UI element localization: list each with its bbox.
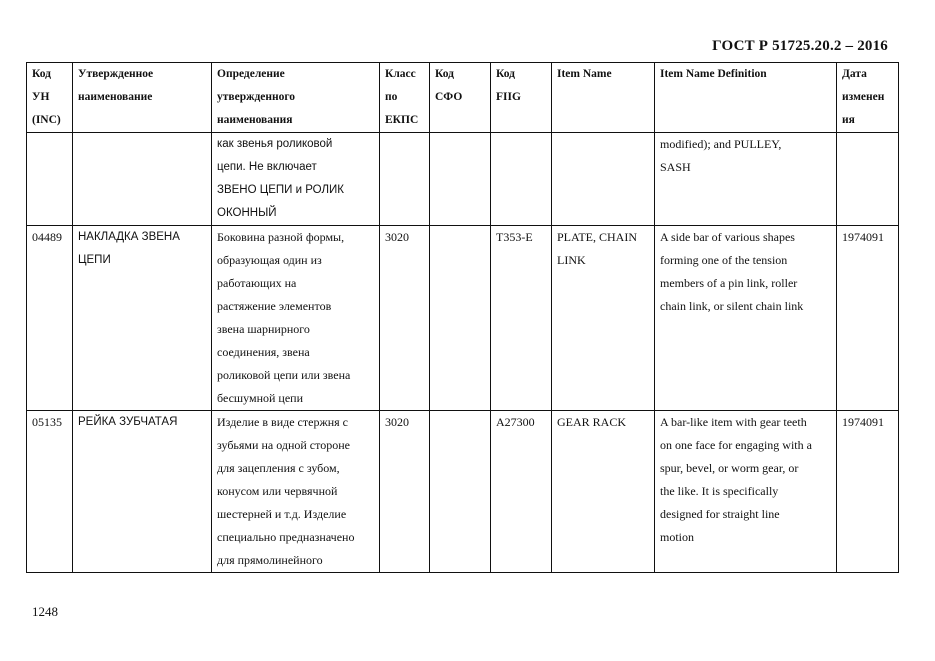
document-code: ГОСТ Р 51725.20.2 – 2016 [712, 38, 888, 54]
cell-item-name [552, 133, 655, 226]
cell-class [380, 133, 430, 226]
table-row [27, 133, 899, 226]
cell-fiig: A27300 [491, 411, 552, 573]
cell-date: 1974091 [837, 226, 899, 411]
cell-item-definition: A bar-like item with gear teeth on one face for engaging with a spur, bevel, or worm gear, or the like. It is specifically designed for straight line motion [655, 411, 837, 573]
table-header-row [27, 63, 899, 133]
cell-fiig: T353-E [491, 226, 552, 411]
cell-inc: 05135 [27, 411, 73, 573]
cell-item-definition: modified); and PULLEY, SASH [655, 133, 837, 226]
cell-sfo [430, 411, 491, 573]
cell-date [837, 133, 899, 226]
cell-definition: Боковина разной формы, образующая один из работающих на растяжение элементов звена шарнирного соединения, звена роликовой цепи или звена бесшумной цепи [212, 226, 380, 411]
cell-fiig [491, 133, 552, 226]
cell-date: 1974091 [837, 411, 899, 573]
cell-name [73, 133, 212, 226]
cell-definition: как звенья роликовой цепи. Не включает ЗВЕНО ЦЕПИ и РОЛИК ОКОННЫЙ [212, 133, 380, 226]
col-header-item-name: Item Name [552, 63, 655, 133]
cell-name: РЕЙКА ЗУБЧАТАЯ [73, 411, 212, 573]
col-header-inc: Код УН (INC) [27, 63, 73, 133]
col-header-date: Дата изменен ия [837, 63, 899, 133]
cell-inc: 04489 [27, 226, 73, 411]
cell-item-name: GEAR RACK [552, 411, 655, 573]
col-header-fiig: Код FIIG [491, 63, 552, 133]
cell-sfo [430, 133, 491, 226]
page-number: 1248 [32, 604, 58, 619]
col-header-definition: Определение утвержденного наименования [212, 63, 380, 133]
cell-class: 3020 [380, 411, 430, 573]
data-table [26, 62, 899, 573]
cell-inc [27, 133, 73, 226]
cell-name: НАКЛАДКА ЗВЕНА ЦЕПИ [73, 226, 212, 411]
col-header-name: Утвержденное наименование [73, 63, 212, 133]
table-row [27, 226, 899, 411]
cell-sfo [430, 226, 491, 411]
col-header-item-definition: Item Name Definition [655, 63, 837, 133]
cell-definition: Изделие в виде стержня с зубьями на одной стороне для зацепления с зубом, конусом или червячной шестерней и т.д. Изделие специально предназначено для прямолинейного [212, 411, 380, 573]
col-header-class: Класс по ЕКПС [380, 63, 430, 133]
col-header-sfo: Код СФО [430, 63, 491, 133]
table-row [27, 411, 899, 573]
cell-item-name: PLATE, CHAIN LINK [552, 226, 655, 411]
cell-item-definition: A side bar of various shapes forming one of the tension members of a pin link, roller chain link, or silent chain link [655, 226, 837, 411]
cell-class: 3020 [380, 226, 430, 411]
